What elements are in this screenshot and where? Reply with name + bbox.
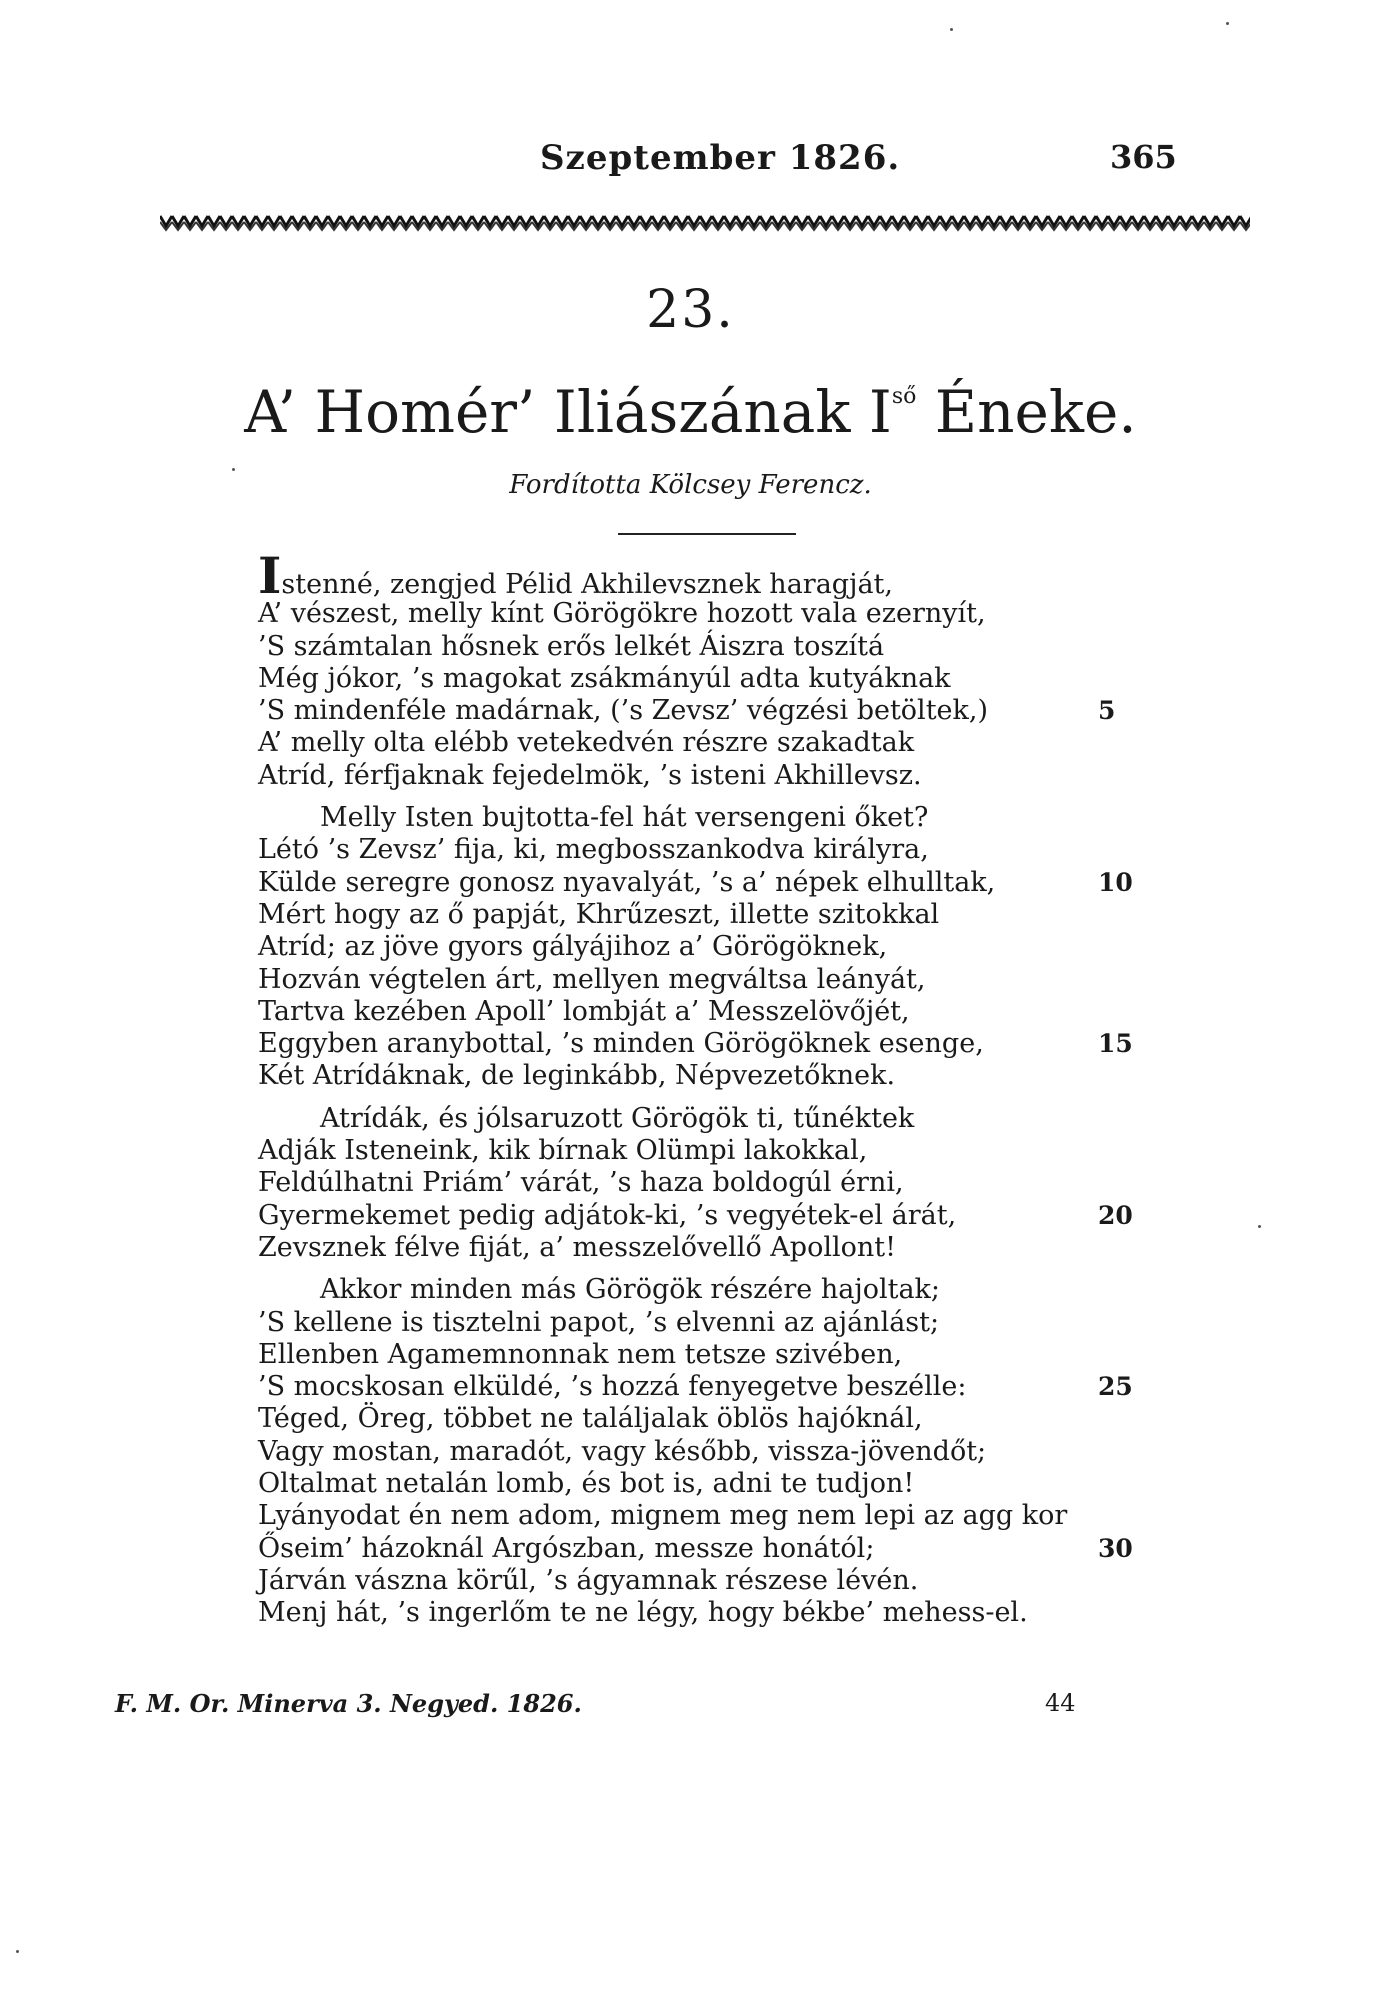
page-footer [115, 1689, 1115, 1725]
verse-line [258, 1028, 1133, 1060]
verse-line [258, 964, 1118, 996]
verse-text: Még jókor, ’s magokat zsákmányúl adta kutyáknak [258, 662, 951, 694]
verse-line [258, 802, 1118, 834]
verse-line [258, 1565, 1118, 1597]
verse-line [258, 631, 1118, 663]
print-speck [16, 1950, 19, 1953]
verse-line [258, 1371, 1133, 1403]
print-speck [950, 28, 953, 31]
verse-line [258, 931, 1118, 963]
poem-title-ordinal: ső [891, 384, 917, 409]
verse-line [258, 1468, 1118, 1500]
verse-line [258, 1103, 1118, 1135]
page-number: 365 [1110, 138, 1177, 176]
verse-text: Mért hogy az ő papját, Khrűzeszt, illette szitokkal [258, 898, 940, 930]
verse-text: Menj hát, ’s ingerlőm te ne légy, hogy békbe’ mehess-el. [258, 1597, 1028, 1629]
verse-text: A’ melly olta elébb vetekedvén részre szakadtak [258, 727, 915, 759]
verse-text: ’S mindenféle madárnak, (’s Zevsz’ végzési betöltek,) [258, 695, 989, 727]
verse-text: Hozván végtelen árt, mellyen megváltsa leányát, [258, 963, 926, 995]
running-head [0, 138, 1381, 178]
line-number: 10 [1098, 867, 1133, 897]
verse-text: Atríd, férfjaknak fejedelmök, ’s isteni Akhillevsz. [258, 759, 922, 791]
verse-line [258, 1500, 1118, 1532]
verse-line [258, 598, 1118, 630]
title-divider [618, 533, 796, 535]
verse-text: Atríd; az jöve gyors gályájihoz a’ Görögöknek, [258, 931, 888, 963]
verse-line [258, 1167, 1118, 1199]
verse-text: Zevsznek félve fiját, a’ messzelővellő Apollont! [258, 1231, 896, 1263]
print-speck [1226, 22, 1229, 25]
verse-text: Lyányodat én nem adom, mignem meg nem lepi az agg kor [258, 1500, 1068, 1532]
verse-text: ’S mocskosan elküldé, ’s hozzá fenyegetve beszélle: [258, 1371, 967, 1403]
verse-line [258, 663, 1118, 695]
line-number: 15 [1098, 1029, 1133, 1059]
verse-text: ’S kellene is tisztelni papot, ’s elvenni az ajánlást; [258, 1306, 940, 1338]
poem-title-main: A’ Homér’ Iliászának I [244, 378, 892, 446]
running-head-title: Szeptember 1826. [540, 138, 901, 178]
poem-title [0, 378, 1381, 446]
line-number: 20 [1098, 1200, 1133, 1230]
verse-line [258, 1274, 1118, 1306]
line-number: 25 [1098, 1372, 1133, 1402]
verse-text: Oltalmat netalán lomb, és bot is, adni te tudjon! [258, 1468, 915, 1500]
verse-text: ’S számtalan hősnek erős lelkét Áiszra toszítá [258, 630, 885, 662]
verse-text: Létó ’s Zevsz’ fija, ki, megbosszankodva királyra, [258, 834, 929, 866]
ornamental-rule [160, 208, 1250, 234]
verse-block [258, 546, 1133, 1630]
verse-line [258, 1232, 1118, 1264]
verse-line [258, 866, 1133, 899]
verse-text: A’ vészest, melly kínt Görögökre hozott vala ezernyít, [258, 598, 986, 630]
verse-line [258, 546, 1118, 605]
verse-text: Két Atrídáknak, de leginkább, Népvezetőknek. [258, 1060, 896, 1092]
section-number: 23. [646, 280, 735, 340]
poem-title-tail: Éneke. [916, 378, 1137, 446]
print-speck [1258, 1225, 1261, 1228]
verse-text: Akkor minden más Görögök részére hajoltak; [320, 1274, 940, 1306]
verse-text: Gyermekemet pedig adjátok-ki, ’s vegyétek-el árát, [258, 1199, 957, 1231]
verse-line [258, 899, 1118, 931]
drop-cap: I [258, 546, 282, 605]
sheet-number: 44 [1045, 1689, 1076, 1717]
verse-line [258, 1060, 1118, 1092]
verse-text: Eggyben aranybottal, ’s minden Görögöknek esenge, [258, 1028, 984, 1060]
verse-text: stenné, zengjed Pélid Akhilevsznek haragját, [281, 569, 893, 600]
verse-line [258, 1532, 1133, 1565]
verse-text: Külde seregre gonosz nyavalyát, ’s a’ népek elhulltak, [258, 866, 996, 898]
verse-line [258, 695, 1118, 727]
line-number: 30 [1098, 1533, 1133, 1563]
verse-line [258, 760, 1118, 792]
printer-signature: F. M. Or. Minerva 3. Negyed. 1826. [115, 1689, 582, 1718]
verse-text: Járván vászna körűl, ’s ágyamnak részese lévén. [258, 1564, 919, 1596]
verse-line [258, 1597, 1118, 1629]
verse-line [258, 1135, 1118, 1167]
verse-line [258, 1436, 1118, 1468]
verse-line [258, 1307, 1118, 1339]
verse-text: Vagy mostan, maradót, vagy később, vissza-jövendőt; [258, 1435, 987, 1467]
verse-text: Feldúlhatni Priám’ várát, ’s haza boldogúl érni, [258, 1167, 904, 1199]
print-speck [232, 468, 235, 471]
verse-text: Őseim’ házoknál Argószban, messze honától; [258, 1532, 875, 1564]
verse-line [258, 1403, 1118, 1435]
verse-text: Tartva kezében Apoll’ lombját a’ Messzelövőjét, [258, 995, 910, 1027]
verse-line [258, 727, 1118, 759]
verse-line [258, 996, 1118, 1028]
verse-line [258, 1199, 1133, 1232]
verse-line [258, 834, 1118, 866]
verse-text: Atrídák, és jólsaruzott Görögök ti, tűnéktek [320, 1102, 915, 1134]
translator-credit: Fordította Kölcsey Ferencz. [509, 470, 872, 500]
line-number: 5 [1098, 696, 1116, 726]
verse-line [258, 1339, 1118, 1371]
verse-text: Téged, Öreg, többet ne találjalak öblös hajóknál, [258, 1403, 923, 1435]
verse-text: Adják Isteneink, kik bírnak Olümpi lakokkal, [258, 1135, 868, 1167]
verse-text: Melly Isten bujtotta-fel hát versengeni őket? [320, 802, 929, 834]
verse-text: Ellenben Agamemnonnak nem tetsze szivében, [258, 1338, 903, 1370]
